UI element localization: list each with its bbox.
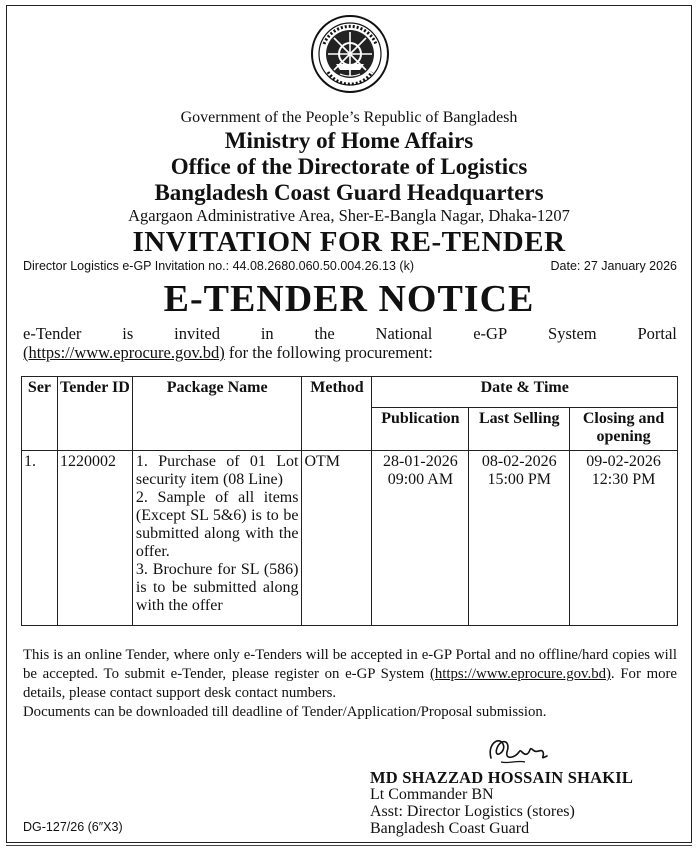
signer-rank: Lt Commander BN	[370, 786, 494, 803]
footer-text-2: . For more details, please contact support desk contact numbers.	[23, 666, 677, 701]
intro-word: invited	[174, 324, 220, 343]
invitation-title: INVITATION FOR RE-TENDER	[132, 226, 566, 258]
signer-position: Asst: Director Logistics (stores)	[370, 803, 575, 820]
government-line: Government of the People’s Republic of Bangladesh	[180, 109, 518, 126]
cell-tender-id: 1220002	[57, 451, 132, 626]
last-selling-time: 15:00 PM	[487, 471, 552, 488]
cell-package-name	[132, 451, 302, 626]
header-date-time: Date & Time	[372, 377, 678, 408]
notice-date: Date: 27 January 2026	[550, 259, 677, 273]
header-ser: Ser	[22, 377, 58, 451]
cell-method: OTM	[302, 451, 372, 626]
signer-name: MD SHAZZAD HOSSAIN SHAKIL	[370, 768, 634, 787]
ad-code: DG-127/26 (6″X3)	[23, 820, 123, 834]
closing-date: 09-02-2026	[586, 453, 661, 470]
closing-time: 12:30 PM	[591, 471, 656, 488]
publication-date: 28-01-2026	[383, 453, 458, 470]
header-last-selling: Last Selling	[469, 408, 570, 451]
bottom-divider	[6, 845, 692, 849]
address-line: Agargaon Administrative Area, Sher-E-Bangla Nagar, Dhaka-1207	[128, 206, 570, 225]
intro-word: National	[375, 324, 433, 343]
cell-ser: 1.	[22, 451, 58, 626]
tender-notice-page	[6, 5, 692, 843]
handwritten-signature-icon	[485, 734, 555, 768]
intro-word: the	[314, 324, 335, 343]
package-line: 3. Brochure for SL (586) is to be submitted along with the offer	[135, 561, 299, 614]
signer-organization: Bangladesh Coast Guard	[370, 820, 530, 837]
notice-title: E-TENDER NOTICE	[163, 278, 535, 320]
intro-word: is	[122, 324, 134, 343]
last-selling-date: 08-02-2026	[481, 453, 557, 470]
intro-word: e-Tender	[23, 324, 82, 343]
header-closing: Closing and opening	[570, 408, 678, 451]
table-row	[22, 451, 678, 626]
tender-table	[21, 376, 678, 626]
intro-word: in	[260, 324, 274, 343]
footer-paragraph	[23, 646, 677, 722]
signer-block	[370, 769, 633, 837]
invitation-reference: Director Logistics e-GP Invitation no.: 44.08.2680.060.50.004.26.13 (k)	[23, 259, 414, 273]
intro-paragraph	[23, 324, 677, 362]
package-line: 2. Sample of all items (Except SL 5&6) is to be submitted along with the offer.	[135, 489, 299, 560]
cell-publication	[372, 451, 469, 626]
intro-line-1	[23, 324, 677, 343]
intro-rest: for the following procurement:	[224, 343, 433, 362]
header-publication: Publication	[372, 408, 469, 451]
intro-line-2	[23, 343, 677, 362]
header-method: Method	[302, 377, 372, 451]
publication-time: 09:00 AM	[387, 471, 454, 488]
cell-last-selling	[469, 451, 570, 626]
cell-closing	[570, 451, 678, 626]
intro-word: Portal	[637, 324, 677, 343]
eprocure-link[interactable]: (https://www.eprocure.gov.bd)	[23, 343, 225, 362]
package-line: 1. Purchase of 01 Lot security item (08 Line)	[135, 453, 299, 488]
headquarters-title: Bangladesh Coast Guard Headquarters	[154, 180, 544, 205]
coast-guard-emblem-icon	[310, 14, 390, 94]
header-package-name: Package Name	[132, 377, 302, 451]
intro-word: e-GP	[473, 324, 508, 343]
eprocure-footer-link[interactable]: (https://www.eprocure.gov.bd)	[429, 666, 611, 682]
office-title: Office of the Directorate of Logistics	[170, 154, 528, 179]
table-header-row	[22, 377, 678, 408]
footer-text-3: Documents can be downloaded till deadline of Tender/Application/Proposal submission.	[23, 704, 547, 720]
ministry-title: Ministry of Home Affairs	[224, 128, 474, 153]
reference-row	[23, 259, 677, 273]
footer-text-1: This is an online Tender, where only e-Tenders will be accepted in e-GP Portal and no offline/hard copies will be accepted. To submit e-Tender, please register on e-GP System	[23, 647, 677, 682]
header-tender-id: Tender ID	[57, 377, 132, 451]
intro-word: System	[548, 324, 597, 343]
